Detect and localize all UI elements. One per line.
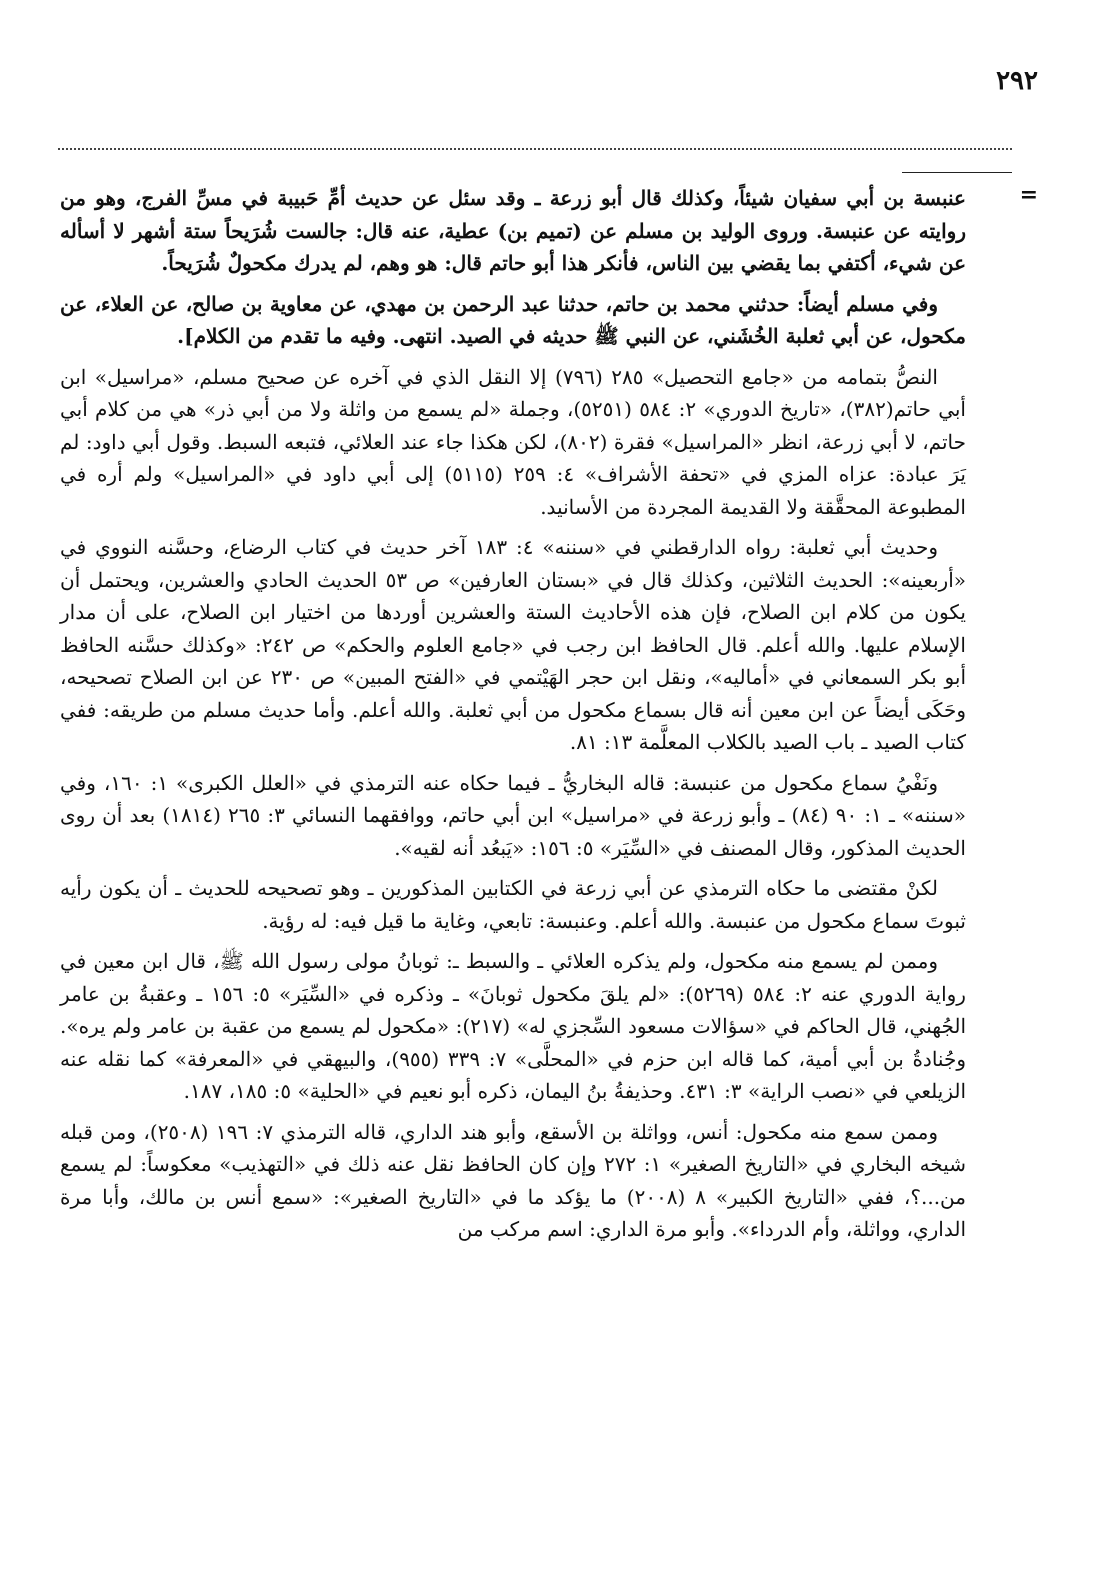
page-number: ٢٩٢ (996, 66, 1038, 96)
paragraph: عنبسة بن أبي سفيان شيئاً، وكذلك قال أبو زرعة ـ وقد سئل عن حديث أمِّ حَبيبة في مسِّ الفرج، وهو من روايته عن عنبسة. وروى الوليد بن مسلم عن (تميم بن) عطية، عنه قال: جالست شُرَيحاً ستة أشهر لا أسأله عن شيء، أكتفي بما يقضي بين الناس، فأنكر هذا أبو حاتم قال: هو وهم، لم يدرك مكحولٌ شُرَيحاً. (60, 186, 966, 275)
paragraph: لكنْ مقتضى ما حكاه الترمذي عن أبي زرعة في الكتابين المذكورين ـ وهو تصحيحه للحديث ـ أن يكون رأيه ثبوتَ سماع مكحول من عنبسة. والله أعلم. وعنبسة: تابعي، وغاية ما قيل فيه: له رؤية. (60, 876, 966, 933)
paragraph: النصُّ بتمامه من «جامع التحصيل» ٢٨٥ (٧٩٦) إلا النقل الذي في آخره عن صحيح مسلم، «مراسيل» ابن أبي حاتم(٣٨٢)، «تاريخ الدوري» ٢: ٥٨٤ (٥٢٥١)، وجملة «لم يسمع من واثلة ولا من أبي ذر» هي من كلام أبي حاتم، لا أبي زرعة، انظر «المراسيل» فقرة (٨٠٢)، لكن هكذا جاء عند العلائي، فتبعه السبط. وقول أبي داود: لم يَرَ عبادة: عزاه المزي في «تحفة الأشراف» ٤: ٢٥٩ (٥١١٥) إلى أبي داود في «المراسيل» ولم أره في المطبوعة المحقَّقة ولا القديمة المجردة من الأسانيد. (60, 364, 966, 519)
footnote-text-column (60, 182, 966, 1254)
paragraph: وممن لم يسمع منه مكحول، ولم يذكره العلائي ـ والسبط ـ: ثوبانُ مولى رسول الله ﷺ، قال ابن معين في رواية الدوري عنه ٢: ٥٨٤ (٥٢٦٩): «لم يلقَ مكحول ثوبانَ» ـ وذكره في «السِّيَر» ٥: ١٥٦ ـ وعقبةُ بن عامر الجُهني، قال الحاكم في «سؤالات مسعود السِّجزي له» (٢١٧): «مكحول لم يسمع من عقبة بن عامر ولم يره». وجُنادةُ بن أبي أمية، كما قاله ابن حزم في «المحلَّى» ٧: ٣٣٩ (٩٥٥)، والبيهقي في «المعرفة» كما نقله عنه الزيلعي في «نصب الراية» ٣: ٤٣١. وحذيفةُ بنُ اليمان، ذكره أبو نعيم في «الحلية» ٥: ١٨٥، ١٨٧. (60, 949, 967, 1103)
footnote-separator-rule (902, 172, 1012, 173)
continuation-mark: = (1019, 182, 1038, 208)
paragraph: وفي مسلم أيضاً: حدثني محمد بن حاتم، حدثنا عبد الرحمن بن مهدي، عن معاوية بن صالح، عن العلاء، عن مكحول، عن أبي ثعلبة الخُشَني، عن النبي ﷺ حديثه في الصيد. انتهى. وفيه ما تقدم من الكلام]. (60, 291, 966, 348)
paragraph: ونَفْيُ سماع مكحول من عنبسة: قاله البخاريُّ ـ فيما حكاه عنه الترمذي في «العلل الكبرى» ١: ١٦٠، وفي «سننه» ـ ١: ٩٠ (٨٤) ـ وأبو زرعة في «مراسيل» ابن أبي حاتم، ووافقهما النسائي ٣: ٢٦٥ (١٨١٤) بعد أن روى الحديث المذكور، وقال المصنف في «السِّيَر» ٥: ١٥٦: «يَبعُد أنه لقيه». (60, 770, 966, 860)
header-dotted-rule (58, 148, 1012, 150)
paragraph: وحديث أبي ثعلبة: رواه الدارقطني في «سننه» ٤: ١٨٣ آخر حديث في كتاب الرضاع، وحسَّنه النووي في «أربعينه»: الحديث الثلاثين، وكذلك قال في «بستان العارفين» ص ٥٣ الحديث الحادي والعشرين، ويحتمل أن يكون من كلام ابن الصلاح، فإن هذه الأحاديث الستة والعشرين أوردها من اختيار ابن الصلاح، على أن مدار الإسلام عليها. والله أعلم. قال الحافظ ابن رجب في «جامع العلوم والحكم» ص ٢٤٢: «وكذلك حسَّنه الحافظ أبو بكر السمعاني في «أماليه»، ونقل ابن حجر الهَيْتمي في «الفتح المبين» ص ٢٣٠ عن ابن الصلاح تصحيحه، وحَكَى أيضاً عن ابن معين أنه قال بسماع مكحول من أبي ثعلبة. والله أعلم. وأما حديث مسلم من طريقه: ففي كتاب الصيد ـ باب الصيد بالكلاب المعلَّمة ١٣: ٨١. (60, 535, 967, 754)
paragraph: وممن سمع منه مكحول: أنس، وواثلة بن الأسقع، وأبو هند الداري، قاله الترمذي ٧: ١٩٦ (٢٥٠٨)، ومن قبله شيخه البخاري في «التاريخ الصغير» ١: ٢٧٢ وإن كان الحافظ نقل عنه ذلك في «التهذيب» معكوساً: لم يسمع من...؟، ففي «التاريخ الكبير» ٨ (٢٠٠٨) ما يؤكد ما في «التاريخ الصغير»: «سمع أنس بن مالك، وأبا مرة الداري، وواثلة، وأم الدرداء». وأبو مرة الداري: اسم مركب من (60, 1119, 966, 1241)
